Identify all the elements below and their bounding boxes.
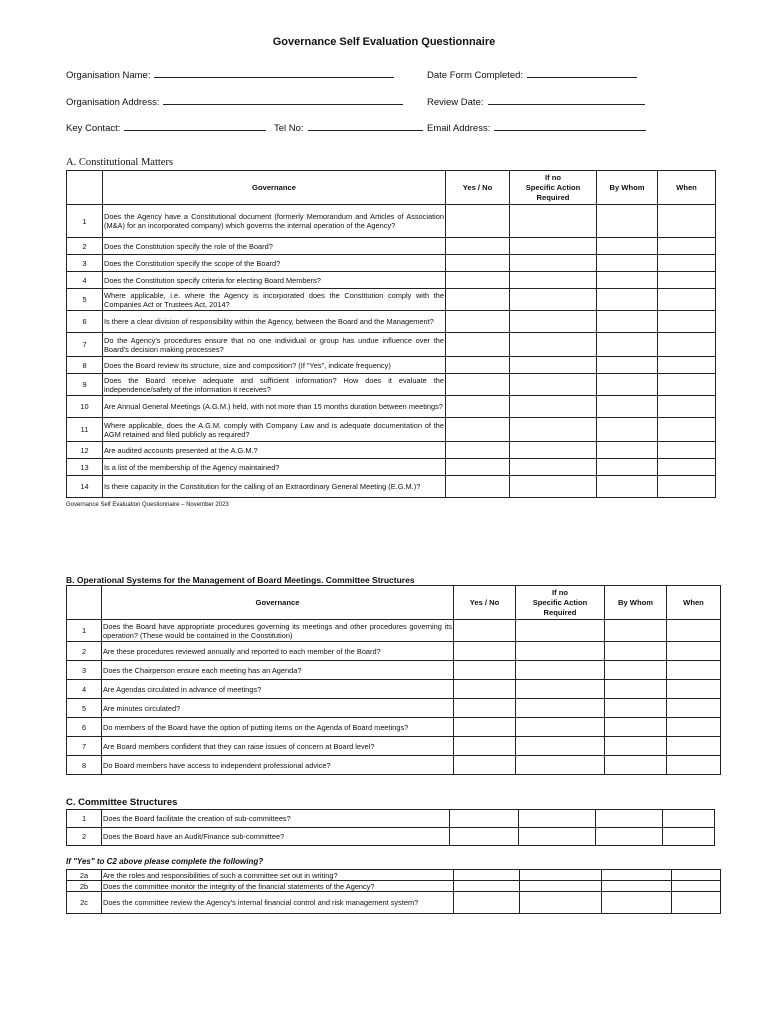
followup-note: If "Yes" to C2 above please complete the following? [66,857,264,866]
yes-no-cell[interactable] [454,620,516,642]
action-required-cell[interactable] [510,289,597,311]
question-text: Do the Agency's procedures ensure that no one individual or group has undue influence over the Board's decision making processes? [103,333,446,357]
yes-no-cell[interactable] [454,661,516,680]
action-required-cell[interactable] [516,718,605,737]
action-required-cell[interactable] [510,311,597,333]
action-required-cell[interactable] [510,459,597,476]
table-row [67,374,716,396]
action-required-cell[interactable] [516,756,605,775]
yes-no-cell[interactable] [454,699,516,718]
table-row [67,828,715,846]
question-text: Do members of the Board have the option of putting items on the Agenda of Board meetings? [102,718,454,737]
organisation-address-label: Organisation Address: [66,97,160,108]
section-c-rows [67,810,715,846]
table-row [67,238,716,255]
question-text: Does the Constitution specify criteria for electing Board Members? [103,272,446,289]
when-cell[interactable] [658,255,716,272]
yes-no-cell[interactable] [446,255,510,272]
when-cell[interactable] [658,418,716,442]
action-required-cell[interactable] [510,272,597,289]
action-required-cell[interactable] [516,642,605,661]
question-text: Does the Board have an Audit/Finance sub-committee? [102,828,450,846]
question-text: Does the Board facilitate the creation of sub-committees? [102,810,450,828]
table-row [67,881,721,892]
by-whom-cell[interactable] [602,881,672,892]
action-required-header [516,586,605,620]
review-date-field[interactable] [427,95,645,108]
when-cell[interactable] [667,642,721,661]
yes-no-cell[interactable] [450,828,519,846]
action-required-cell[interactable] [510,418,597,442]
when-cell[interactable] [658,396,716,418]
yes-no-cell[interactable] [454,756,516,775]
table-row [67,870,721,881]
action-required-cell[interactable] [510,476,597,498]
section-a-table [66,170,716,498]
review-date-label: Review Date: [427,97,484,108]
question-number: 12 [67,442,103,459]
table-row [67,205,716,238]
question-number: 4 [67,680,102,699]
question-text: Does the Agency have a Constitutional document (formerly Memorandum and Articles of Association (M&A) for an incorporated company) which governs the internal operation of the Agency? [103,205,446,238]
yes-no-cell[interactable] [446,374,510,396]
organisation-address-field[interactable] [66,95,403,108]
question-number: 2b [67,881,102,892]
email-address-field[interactable] [427,121,646,134]
yes-no-cell[interactable] [450,810,519,828]
when-cell[interactable] [658,238,716,255]
question-number: 1 [67,205,103,238]
table-row [67,459,716,476]
question-number: 3 [67,661,102,680]
question-number: 8 [67,756,102,775]
section-c-title: C. Committee Structures [66,797,178,808]
by-whom-cell[interactable] [597,289,658,311]
yes-no-cell[interactable] [454,737,516,756]
yes-no-cell[interactable] [446,289,510,311]
question-number: 2a [67,870,102,881]
action-required-cell[interactable] [519,828,596,846]
by-whom-cell[interactable] [597,418,658,442]
question-text: Are Board members confident that they can raise issues of concern at Board level? [102,737,454,756]
section-a-rows [67,205,716,498]
yes-no-header: Yes / No [454,586,516,620]
when-cell[interactable] [663,810,715,828]
question-text: Is there a clear division of responsibility within the Agency, between the Board and the Management? [103,311,446,333]
question-text: Does the committee review the Agency's internal financial control and risk management system? [102,892,454,914]
question-number: 7 [67,737,102,756]
action-required-cell[interactable] [516,680,605,699]
when-cell[interactable] [667,756,721,775]
by-whom-cell[interactable] [605,661,667,680]
when-cell[interactable] [658,374,716,396]
table-row [67,892,721,914]
yes-no-cell[interactable] [446,418,510,442]
number-header [67,586,102,620]
question-number: 1 [67,810,102,828]
section-c-table [66,809,715,846]
question-text: Where applicable, i.e. where the Agency is incorporated does the Constitution comply with the Companies Act or Trustees Act, 2014? [104,290,444,309]
yes-no-cell[interactable] [446,357,510,374]
yes-no-cell[interactable] [454,680,516,699]
table-row [67,756,721,775]
email-address-label: Email Address: [427,123,491,134]
when-cell[interactable] [667,737,721,756]
question-text: Do Board members have access to independent professional advice? [102,756,454,775]
when-cell[interactable] [658,311,716,333]
question-number: 8 [67,357,103,374]
tel-no-label: Tel No: [274,123,304,134]
question-text: Are the roles and responsibilities of such a committee set out in writing? [102,870,454,881]
by-whom-cell[interactable] [597,442,658,459]
by-whom-cell[interactable] [597,476,658,498]
question-text: Does the Board review its structure, size and composition? (If "Yes", indicate frequency) [103,357,446,374]
question-number: 9 [67,374,103,396]
section-b-title: B. Operational Systems for the Management of Board Meetings. Committee Structures [66,575,415,585]
by-whom-cell[interactable] [597,374,658,396]
when-cell[interactable] [658,476,716,498]
question-number: 6 [67,311,103,333]
page-title: Governance Self Evaluation Questionnaire [272,36,496,48]
by-whom-cell[interactable] [605,737,667,756]
question-number: 2 [67,828,102,846]
action-required-cell[interactable] [510,357,597,374]
table-row [67,289,716,311]
action-header-line2: Specific Action [532,597,588,607]
organisation-name-field[interactable] [66,68,394,81]
when-cell[interactable] [672,881,721,892]
yes-no-cell[interactable] [446,238,510,255]
action-header-line2: Specific Action [525,182,581,192]
yes-no-cell[interactable] [454,881,520,892]
question-text: Are audited accounts presented at the A.G.M.? [103,442,446,459]
table-row [67,418,716,442]
when-cell[interactable] [667,680,721,699]
when-cell[interactable] [658,272,716,289]
when-cell[interactable] [663,828,715,846]
question-number: 13 [67,459,103,476]
question-number: 10 [67,396,103,418]
when-header: When [658,171,716,205]
action-required-cell[interactable] [520,892,602,914]
yes-no-header: Yes / No [446,171,510,205]
table-row [67,661,721,680]
yes-no-cell[interactable] [454,870,520,881]
question-number: 3 [67,255,103,272]
question-text: Are minutes circulated? [102,699,454,718]
by-whom-cell[interactable] [597,205,658,238]
question-text: Are Annual General Meetings (A.G.M.) held, with not more than 15 months duration between meetings? [103,396,446,418]
when-cell[interactable] [658,333,716,357]
when-cell[interactable] [672,870,721,881]
yes-no-cell[interactable] [446,333,510,357]
action-required-cell[interactable] [510,396,597,418]
action-header-line3: Required [543,607,577,617]
action-header-line1: If no [544,172,562,182]
when-cell[interactable] [667,718,721,737]
table-row [67,333,716,357]
section-c-followup-table [66,869,721,914]
by-whom-cell[interactable] [597,311,658,333]
action-required-header [510,171,597,205]
table-row [67,442,716,459]
table-row [67,311,716,333]
when-cell[interactable] [667,661,721,680]
by-whom-cell[interactable] [605,699,667,718]
when-header: When [667,586,721,620]
yes-no-cell[interactable] [446,311,510,333]
action-required-cell[interactable] [516,737,605,756]
when-cell[interactable] [658,357,716,374]
section-c-followup-rows [67,870,721,914]
by-whom-cell[interactable] [602,870,672,881]
when-cell[interactable] [667,620,721,642]
governance-header: Governance [102,586,454,620]
table-row [67,357,716,374]
date-completed-field[interactable] [427,68,637,81]
action-required-cell[interactable] [520,881,602,892]
by-whom-cell[interactable] [605,642,667,661]
question-text: Is a list of the membership of the Agency maintained? [103,459,446,476]
by-whom-header: By Whom [605,586,667,620]
question-text: Is there capacity in the Constitution for the calling of an Extraordinary General Meeting (E.G.M.)? [103,476,446,498]
section-b-rows [67,620,721,775]
by-whom-cell[interactable] [605,680,667,699]
action-required-cell[interactable] [510,238,597,255]
organisation-name-label: Organisation Name: [66,70,151,81]
question-number: 11 [67,418,103,442]
yes-no-cell[interactable] [446,396,510,418]
section-b-table [66,585,721,775]
date-completed-label: Date Form Completed: [427,70,524,81]
question-number: 14 [67,476,103,498]
action-header-line1: If no [551,587,569,597]
when-cell[interactable] [658,205,716,238]
table-row [67,255,716,272]
yes-no-cell[interactable] [446,459,510,476]
table-row [67,642,721,661]
yes-no-cell[interactable] [446,272,510,289]
question-text: Does the committee monitor the integrity of the financial statements of the Agency? [102,881,454,892]
question-text: Does the Constitution specify the scope of the Board? [103,255,446,272]
yes-no-cell[interactable] [454,718,516,737]
by-whom-cell[interactable] [597,459,658,476]
by-whom-cell[interactable] [605,620,667,642]
table-row [67,476,716,498]
question-number: 1 [67,620,102,642]
by-whom-cell[interactable] [597,357,658,374]
question-number: 5 [67,289,103,311]
question-text: Does the Constitution specify the role of the Board? [103,238,446,255]
by-whom-cell[interactable] [597,238,658,255]
question-number: 5 [67,699,102,718]
action-required-cell[interactable] [516,661,605,680]
by-whom-cell[interactable] [597,396,658,418]
yes-no-cell[interactable] [446,476,510,498]
table-row [67,396,716,418]
by-whom-cell[interactable] [605,718,667,737]
key-contact-field[interactable] [66,121,266,134]
yes-no-cell[interactable] [454,892,520,914]
table-row [67,272,716,289]
question-text: Are these procedures reviewed annually and reported to each member of the Board? [102,642,454,661]
by-whom-cell[interactable] [597,272,658,289]
section-a-title: A. Constitutional Matters [66,157,174,168]
question-number: 6 [67,718,102,737]
question-text: Does the Board receive adequate and sufficient information? How does it evaluate the independence/safety of the information it receives? [104,375,444,394]
table-row [67,810,715,828]
yes-no-cell[interactable] [446,205,510,238]
question-text: Are Agendas circulated in advance of meetings? [102,680,454,699]
key-contact-label: Key Contact: [66,123,121,134]
question-text: Does the Chairperson ensure each meeting has an Agenda? [102,661,454,680]
action-required-cell[interactable] [510,333,597,357]
by-whom-header: By Whom [597,171,658,205]
action-header-line3: Required [536,192,570,202]
action-required-cell[interactable] [510,255,597,272]
action-required-cell[interactable] [510,442,597,459]
question-number: 2c [67,892,102,914]
table-row [67,737,721,756]
action-required-cell[interactable] [519,810,596,828]
number-header [67,171,103,205]
when-cell[interactable] [667,699,721,718]
table-row [67,718,721,737]
when-cell[interactable] [672,892,721,914]
table-row [67,699,721,718]
when-cell[interactable] [658,289,716,311]
by-whom-cell[interactable] [596,828,663,846]
by-whom-cell[interactable] [597,255,658,272]
by-whom-cell[interactable] [597,333,658,357]
yes-no-cell[interactable] [446,442,510,459]
footer-note: Governance Self Evaluation Questionnaire – November 2023 [66,502,229,508]
question-number: 4 [67,272,103,289]
tel-no-field[interactable] [274,121,423,134]
question-text: Where applicable, does the A.G.M. comply with Company Law and is adequate documentation of the AGM retained and filed publicly as required? [103,418,446,442]
action-required-cell[interactable] [516,699,605,718]
question-number: 7 [67,333,103,357]
by-whom-cell[interactable] [605,756,667,775]
action-required-cell[interactable] [516,620,605,642]
yes-no-cell[interactable] [454,642,516,661]
action-required-cell[interactable] [510,374,597,396]
by-whom-cell[interactable] [602,892,672,914]
table-row [67,620,721,642]
by-whom-cell[interactable] [596,810,663,828]
governance-header: Governance [103,171,446,205]
when-cell[interactable] [658,442,716,459]
action-required-cell[interactable] [520,870,602,881]
question-number: 2 [67,238,103,255]
table-row [67,680,721,699]
question-text: Does the Board have appropriate procedures governing its meetings and other procedures governing its operation? (These would be contained in the Constitution) [103,621,452,640]
when-cell[interactable] [658,459,716,476]
question-number: 2 [67,642,102,661]
action-required-cell[interactable] [510,205,597,238]
